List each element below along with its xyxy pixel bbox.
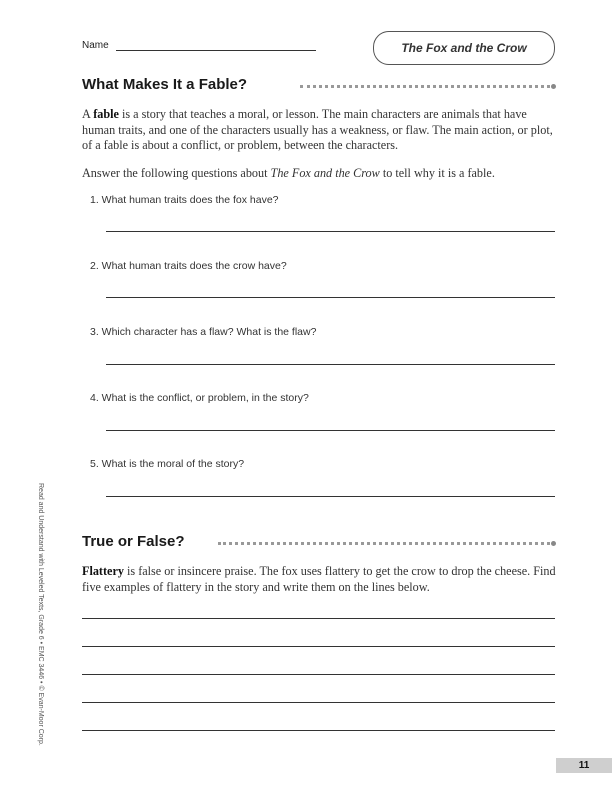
section-heading-true-false: True or False? (82, 533, 185, 550)
question-3: 3. Which character has a flaw? What is the flaw? (90, 326, 317, 338)
question-4: 4. What is the conflict, or problem, in the story? (90, 392, 309, 404)
question-1: 1. What human traits does the fox have? (90, 194, 279, 206)
flattery-line-5[interactable] (82, 730, 555, 731)
heading-dotted-rule-2 (218, 542, 550, 545)
fable-term: fable (93, 107, 119, 121)
section-heading-fable: What Makes It a Fable? (82, 76, 248, 93)
heading-dotted-rule (300, 85, 550, 88)
question-2: 2. What human traits does the crow have? (90, 260, 287, 272)
flattery-line-1[interactable] (82, 618, 555, 619)
fable-definition: A fable is a story that teaches a moral, or lesson. The main characters are animals that have human traits, and one of the characters usually has a weakness, or flaw. The main action, or plot, of a fable is about a conflict, or problem, between the characters. (82, 107, 553, 152)
flattery-line-2[interactable] (82, 646, 555, 647)
side-credit: Read and Understand with Leveled Texts, Grade 6 • EMC 3446 • © Evan-Moor Corp. (37, 483, 44, 746)
flattery-definition: Flattery is false or insincere praise. The fox uses flattery to get the crow to drop the cheese. Find five examples of flattery in the story and write them on the lines below. (82, 564, 556, 594)
name-write-line[interactable] (116, 50, 316, 51)
story-title-inline: The Fox and the Crow (270, 166, 380, 180)
answer-line-3[interactable] (106, 364, 555, 365)
answer-line-4[interactable] (106, 430, 555, 431)
flattery-line-3[interactable] (82, 674, 555, 675)
heading-rule-end-dot (551, 84, 556, 89)
heading-rule-end-dot-2 (551, 541, 556, 546)
answer-line-1[interactable] (106, 231, 555, 232)
instruction-text: Answer the following questions about The Fox and the Crow to tell why it is a fable. (82, 166, 495, 180)
flattery-term: Flattery (82, 564, 124, 578)
name-label: Name (82, 40, 109, 51)
answer-line-5[interactable] (106, 496, 555, 497)
question-5: 5. What is the moral of the story? (90, 458, 245, 470)
answer-line-2[interactable] (106, 297, 555, 298)
page-number: 11 (556, 758, 612, 773)
story-title-badge: The Fox and the Crow (373, 31, 555, 65)
flattery-line-4[interactable] (82, 702, 555, 703)
